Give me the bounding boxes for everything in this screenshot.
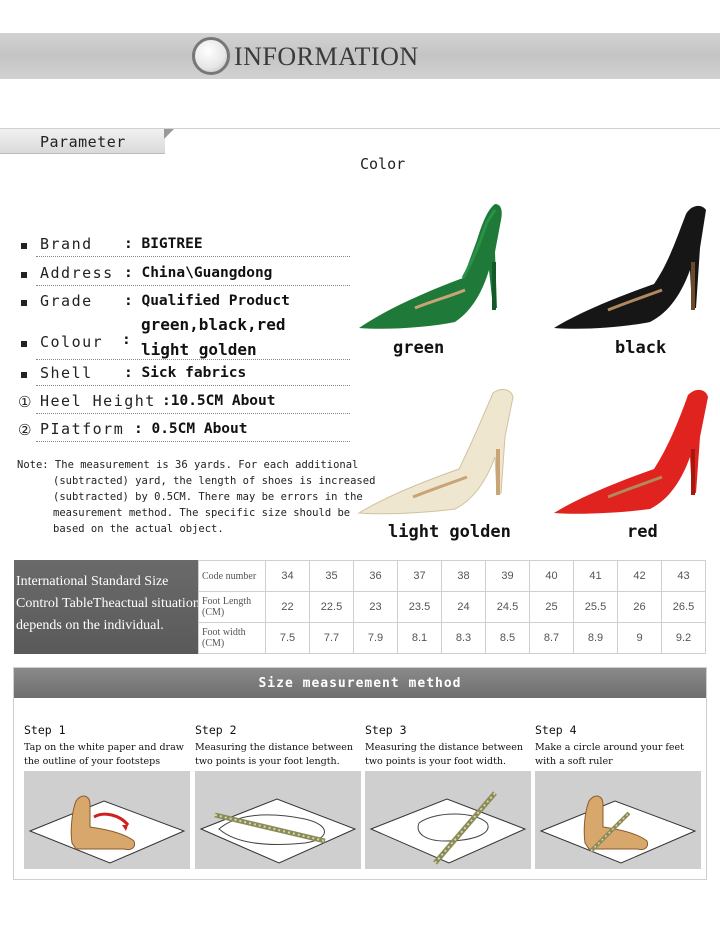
bullet-icon [21, 372, 27, 378]
step-description: Measuring the distance between two points is your foot width. [365, 742, 523, 767]
spec-key: Heel Height [40, 392, 156, 410]
spec-key: Grade [40, 292, 93, 310]
shoe-label-green: green [393, 338, 445, 358]
dotted-divider [36, 385, 350, 386]
table-cell: 38 [442, 561, 486, 592]
table-cell: 7.5 [266, 623, 310, 654]
table-cell: 34 [266, 561, 310, 592]
shoe-label-light-golden: light golden [388, 522, 511, 542]
bullet-icon [21, 272, 27, 278]
measurement-title: Size measurement method [258, 676, 462, 691]
bullet-icon [21, 243, 27, 249]
table-cell: 9.2 [662, 623, 706, 654]
note-line: (subtracted) by 0.5CM. There may be errors in the [53, 491, 363, 503]
spec-value: : China\Guangdong [124, 265, 273, 281]
spec-value: : BIGTREE [124, 236, 203, 252]
spec-value: : 0.5CM About [134, 421, 248, 437]
tab-corner-triangle [164, 129, 174, 139]
row-header: Code number [199, 561, 266, 592]
table-cell: 9 [618, 623, 662, 654]
step-description: Tap on the white paper and draw the outline of your footsteps [24, 742, 184, 767]
table-cell: 7.7 [310, 623, 354, 654]
table-cell: 8.3 [442, 623, 486, 654]
note-line: Note: The measurement is 36 yards. For each additional [17, 459, 359, 471]
green-shoe-image [355, 200, 520, 335]
spec-value: : Qualified Product [124, 293, 290, 309]
table-cell: 8.7 [530, 623, 574, 654]
spec-value-colon: : [122, 332, 131, 348]
shoe-label-black: black [615, 338, 667, 358]
table-cell: 35 [310, 561, 354, 592]
dotted-divider [36, 285, 350, 286]
note-line: measurement method. The specific size should be [53, 507, 351, 519]
table-cell: 8.5 [486, 623, 530, 654]
table-cell: 25.5 [574, 592, 618, 623]
shoe-label-red: red [627, 522, 658, 542]
note-line: based on the actual object. [53, 523, 224, 535]
light-golden-shoe-image [355, 385, 520, 520]
step-title: Step 4 [535, 723, 577, 737]
table-cell: 8.9 [574, 623, 618, 654]
parameter-tab [0, 129, 165, 154]
table-row-code [199, 561, 706, 592]
table-cell: 43 [662, 561, 706, 592]
spec-value: : Sick fabrics [124, 365, 247, 381]
step-1-illustration [24, 771, 190, 869]
size-caption-line: Control TableTheactual situation [16, 596, 200, 611]
note-line: (subtracted) yard, the length of shoes is increased [53, 475, 376, 487]
size-caption-line: International Standard Size [16, 574, 169, 589]
spec-key: Colour [40, 333, 104, 351]
table-row-foot-length [199, 592, 706, 623]
circled-number-icon: ① [18, 393, 32, 411]
table-cell: 39 [486, 561, 530, 592]
page-title: INFORMATION [234, 42, 419, 71]
spec-key: Brand [40, 235, 93, 253]
table-cell: 40 [530, 561, 574, 592]
step-2-illustration [195, 771, 361, 869]
measurement-title-bar [14, 668, 706, 698]
table-cell: 22.5 [310, 592, 354, 623]
size-table [198, 560, 706, 654]
spec-value: :10.5CM About [162, 393, 276, 409]
step-4-illustration [535, 771, 701, 869]
bullet-icon [21, 300, 27, 306]
step-description: Make a circle around your feet with a soft ruler [535, 742, 684, 767]
step-title: Step 3 [365, 723, 407, 737]
table-cell: 42 [618, 561, 662, 592]
step-title: Step 2 [195, 723, 237, 737]
circle-emblem-icon [192, 37, 230, 75]
header-banner [0, 33, 720, 79]
table-cell: 36 [354, 561, 398, 592]
table-row-foot-width [199, 623, 706, 654]
bullet-icon [21, 341, 27, 347]
table-cell: 7.9 [354, 623, 398, 654]
table-cell: 37 [398, 561, 442, 592]
step-description: Measuring the distance between two points is your foot length. [195, 742, 353, 767]
table-cell: 23 [354, 592, 398, 623]
parameter-tab-label: Parameter [40, 133, 126, 151]
spec-value-colour-line2: light golden [141, 340, 257, 359]
dotted-divider [36, 359, 350, 360]
red-shoe-image [550, 385, 715, 520]
step-3-illustration [365, 771, 531, 869]
table-cell: 41 [574, 561, 618, 592]
table-cell: 24.5 [486, 592, 530, 623]
dotted-divider [36, 256, 350, 257]
row-header: Foot Length (CM) [199, 592, 266, 623]
size-table-caption [14, 560, 198, 654]
dotted-divider [36, 441, 350, 442]
dotted-divider [36, 413, 350, 414]
spec-value-colour-line1: green,black,red [141, 315, 286, 334]
spec-key: Address [40, 264, 114, 282]
table-cell: 26.5 [662, 592, 706, 623]
table-cell: 23.5 [398, 592, 442, 623]
table-cell: 25 [530, 592, 574, 623]
measurement-section [13, 667, 707, 880]
spec-key: PIatform [40, 420, 125, 438]
spec-key: Shell [40, 364, 93, 382]
color-section-title: Color [360, 155, 406, 173]
table-cell: 26 [618, 592, 662, 623]
black-shoe-image [550, 200, 715, 335]
table-cell: 8.1 [398, 623, 442, 654]
circled-number-icon: ② [18, 421, 32, 439]
row-header: Foot width (CM) [199, 623, 266, 654]
step-title: Step 1 [24, 723, 66, 737]
table-cell: 22 [266, 592, 310, 623]
table-cell: 24 [442, 592, 486, 623]
size-caption-line: depends on the individual. [16, 618, 164, 633]
